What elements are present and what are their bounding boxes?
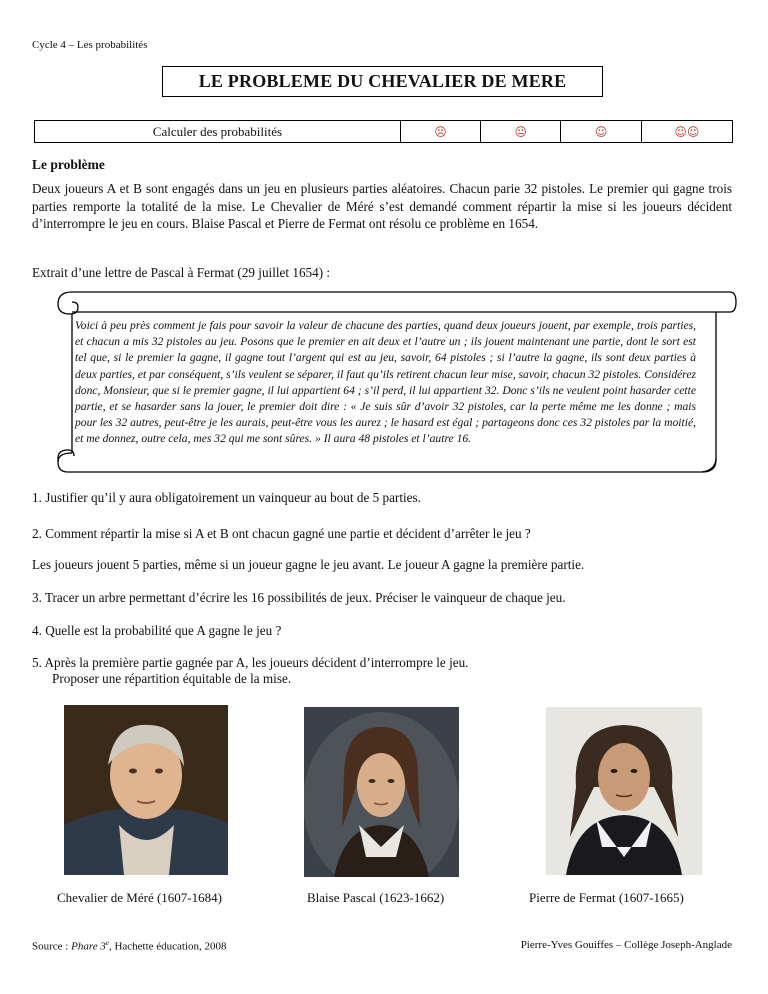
letter-intro: Extrait d’une lettre de Pascal à Fermat (29 juillet 1654) : xyxy=(32,265,331,280)
header-cycle-label: Cycle 4 – Les probabilités xyxy=(32,39,148,51)
caption-pascal: Blaise Pascal (1623-1662) xyxy=(307,890,445,905)
question-3: 3. Tracer un arbre permettant d’écrire les 16 possibilités de jeux. Préciser le vainqueur de chaque jeu. xyxy=(32,590,566,605)
footer-source xyxy=(32,939,227,953)
caption-mere: Chevalier de Méré (1607-1684) xyxy=(57,890,222,905)
footer-author: Pierre-Yves Gouiffes – Collège Joseph-Anglade xyxy=(520,939,732,951)
skills-table xyxy=(34,120,733,143)
question-4: 4. Quelle est la probabilité que A gagne le jeu ? xyxy=(32,623,282,638)
very-happy-smiley-icon[interactable]: ☺☺ xyxy=(641,121,732,143)
caption-fermat: Pierre de Fermat (1607-1665) xyxy=(529,890,684,905)
footer-source-suffix: , Hachette éducation, 2008 xyxy=(108,940,227,953)
portrait-blaise-pascal xyxy=(304,707,459,877)
page-title: LE PROBLEME DU CHEVALIER DE MERE xyxy=(162,66,603,97)
happy-smiley-icon[interactable]: ☺ xyxy=(561,121,641,143)
question-5: 5. Après la première partie gagnée par A, les joueurs décident d’interrompre le jeu. xyxy=(32,655,469,670)
footer-source-book: Phare 3 xyxy=(71,940,106,953)
footer-source-sup: e xyxy=(105,939,109,947)
question-1: 1. Justifier qu’il y aura obligatoirement un vainqueur au bout de 5 parties. xyxy=(32,490,421,505)
statement-text: Les joueurs jouent 5 parties, même si un joueur gagne le jeu avant. Le joueur A gagne la première partie. xyxy=(32,557,585,572)
portrait-pierre-de-fermat xyxy=(546,707,702,875)
sad-smiley-icon[interactable]: ☹ xyxy=(400,121,480,143)
portrait-chevalier-de-mere xyxy=(64,705,228,875)
neutral-smiley-icon[interactable]: 😐 xyxy=(481,121,561,143)
footer-source-prefix: Source : xyxy=(32,940,72,953)
section-title: Le problème xyxy=(32,157,105,172)
intro-paragraph: Deux joueurs A et B sont engagés dans un jeu en plusieurs parties aléatoires. Chacun parie 32 pistoles. Le premier qui gagne trois parties remporte la totalité de la mise. Le Chevalier de Méré s’est demandé comment répartir la mise si les joueurs décident d’interrompre le jeu en cours. Blaise Pascal et Pierre de Fermat ont résolu ce problème en 1654. xyxy=(32,181,732,231)
pascal-letter-excerpt: Voici à peu près comment je fais pour savoir la valeur de chacune des parties, quand deux joueurs jouent, par exemple, trois parties, et chacun a mis 32 pistoles au jeu. Posons que le premier en ait deux et l’autre un ; ils jouent maintenant une partie, dont le sort est tel que, si le premier la gagne, il gagne tout l’argent qui est au jeu, savoir, 64 pistoles ; si l’autre la gagne, ils sont deux parties à deux parties, et par conséquent, s’ils veulent se séparer, il faut qu’ils retirent chacun leur mise, savoir, chacun 32 pistoles. Considérez donc, Monsieur, que si le premier gagne, il lui appartient 64 ; s’il perd, il lui appartient 32. Donc s’ils ne veulent point hasarder cette partie, et se hasarder sans la jouer, le premier doit dire : « Je suis sûr d’avoir 32 pistoles, car la perte même me les donne ; mais pour les 32 autres, peut-être je les aurais, peut-être vous les aurez ; le hasard est égal ; partageons donc ces 32 pistoles par la moitié, et me donnez, outre cela, mes 32 qui me sont sûres. » Il aura 48 pistoles et l’autre 16. xyxy=(75,319,696,446)
question-2: 2. Comment répartir la mise si A et B ont chacun gagné une partie et décident d’arrêter le jeu ? xyxy=(32,526,531,541)
skill-label: Calculer des probabilités xyxy=(35,121,401,143)
question-5-detail: Proposer une répartition équitable de la mise. xyxy=(52,671,292,686)
